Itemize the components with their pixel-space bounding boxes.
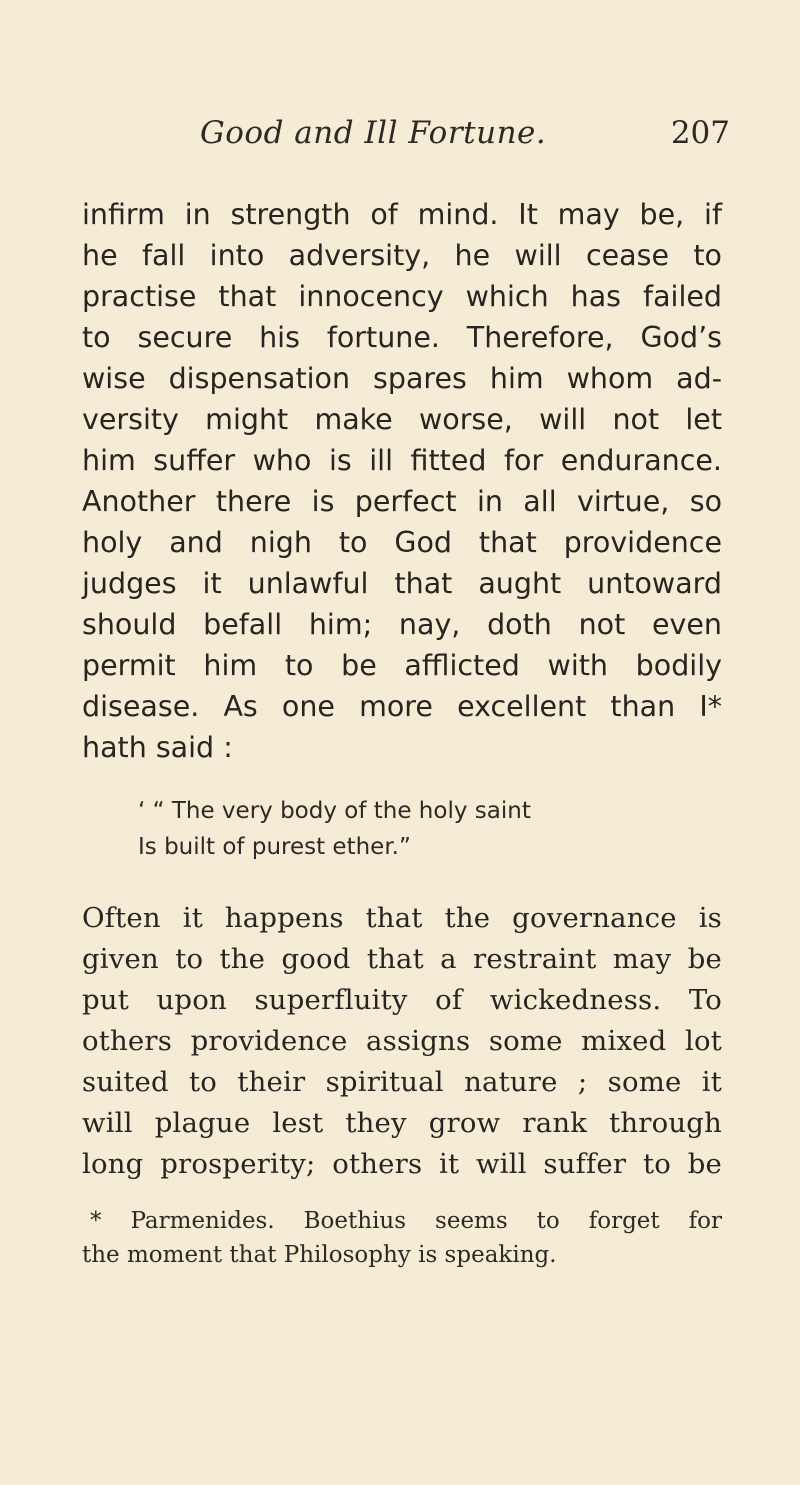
running-head <box>190 115 730 165</box>
text-line: others providence assigns some mixed lot <box>82 1025 722 1057</box>
text-line: will plague lest they grow rank through <box>82 1107 722 1139</box>
text-line: should befall him; nay, doth not even <box>82 608 722 641</box>
text-line: Often it happens that the governance is <box>82 902 722 934</box>
text-line: infirm in strength of mind. It may be, if <box>82 198 722 231</box>
text-line: wise dispensation spares him whom ad- <box>82 362 722 395</box>
text-line: holy and nigh to God that providence <box>82 526 722 559</box>
text-line: disease. As one more excellent than I* <box>82 690 722 723</box>
text-line: him suffer who is ill fitted for endurance. <box>82 444 722 477</box>
text-line: given to the good that a restraint may be <box>82 943 722 975</box>
footnote-line: the moment that Philosophy is speaking. <box>82 1242 557 1268</box>
page-number: 207 <box>670 115 730 151</box>
text-line: suited to their spiritual nature ; some it <box>82 1066 722 1098</box>
text-line: permit him to be afflicted with bodily <box>82 649 722 682</box>
text-line: hath said : <box>82 731 233 764</box>
text-line: long prosperity; others it will suffer to be <box>82 1148 722 1180</box>
footnote-line: * Parmenides. Boethius seems to forget for <box>90 1208 722 1234</box>
text-line: Another there is perfect in all virtue, so <box>82 485 722 518</box>
running-title: Good and Ill Fortune. <box>200 115 547 151</box>
text-line: versity might make worse, will not let <box>82 403 722 436</box>
text-line: practise that innocency which has failed <box>82 280 722 313</box>
quote-line: Is built of purest ether.” <box>138 834 411 860</box>
text-line: judges it unlawful that aught untoward <box>82 567 722 600</box>
text-line: put upon superfluity of wickedness. To <box>82 984 722 1016</box>
text-line: he fall into adversity, he will cease to <box>82 239 722 272</box>
quote-line: ‘ “ The very body of the holy saint <box>138 798 531 824</box>
text-line: to secure his fortune. Therefore, God’s <box>82 321 722 354</box>
